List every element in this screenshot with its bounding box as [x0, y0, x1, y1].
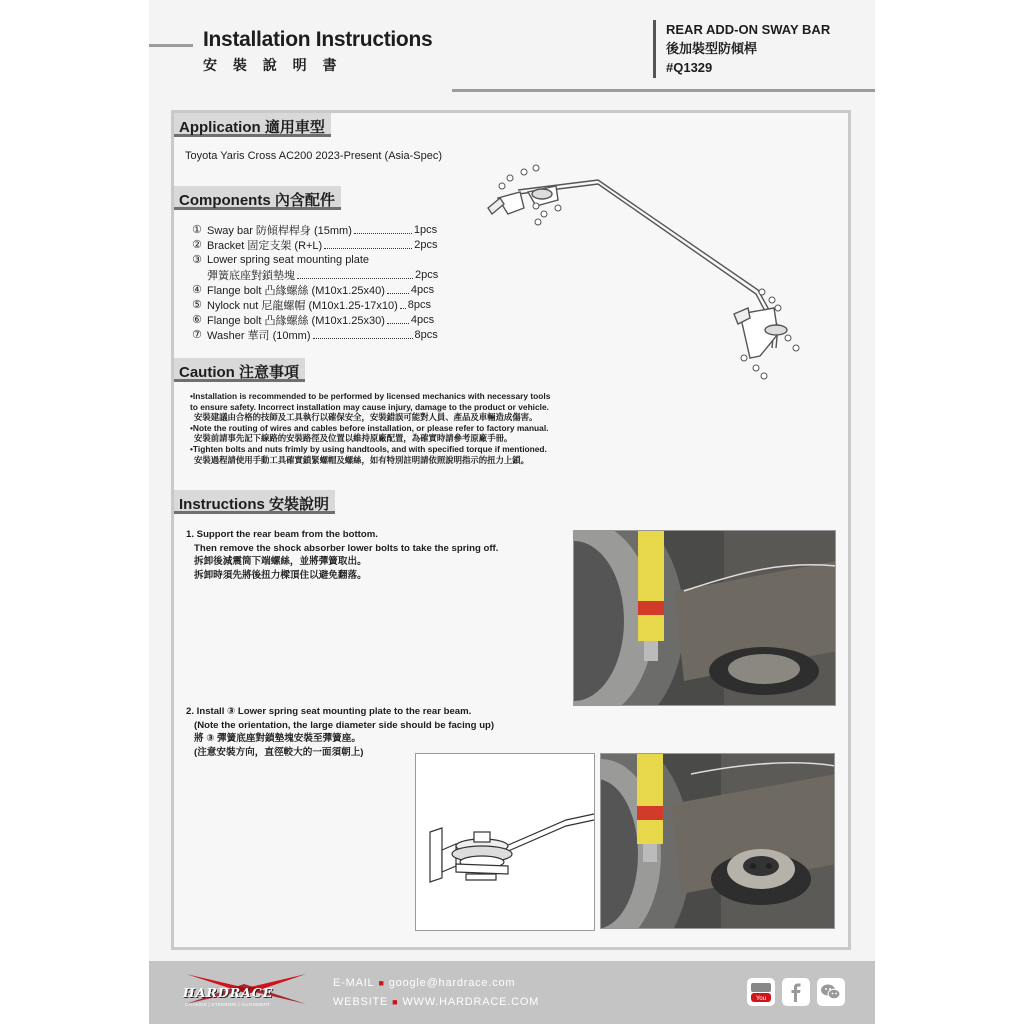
caution-line: to ensure safety. Incorrect installation may cause injury, damage to the product or vehicle. [190, 401, 549, 412]
component-number: ⑦ [192, 329, 202, 341]
caution-line: 安裝過程請使用手動工具確實鎖緊螺帽及螺絲，如有特別註明請依照說明指示的扭力上鎖。 [194, 454, 529, 465]
component-qty: 8pcs [407, 298, 431, 311]
sway-bar-illustration [478, 158, 818, 388]
page-subtitle: 安 裝 說 明 書 [203, 57, 343, 73]
website-link[interactable]: WWW.HARDRACE.COM [402, 996, 540, 1008]
components-heading: Components 內含配件 [174, 186, 341, 210]
component-number: ① [192, 224, 202, 236]
component-name: Sway bar 防傾桿桿身 (15mm) [207, 224, 352, 237]
caution-line: •Installation is recommended to be performed by licensed mechanics with necessary tools [190, 391, 551, 401]
caution-text [190, 391, 550, 465]
component-qty: 2pcs [415, 268, 439, 281]
facebook-icon[interactable] [782, 978, 810, 1006]
youtube-icon[interactable] [747, 978, 775, 1006]
component-qty: 1pcs [413, 223, 438, 236]
leader-dots [297, 271, 413, 279]
component-item [192, 312, 438, 327]
step-line: 拆卸時須先將後扭力樑頂住以避免翻落。 [194, 569, 367, 581]
header-divider [653, 20, 656, 78]
leader-dots [324, 241, 412, 249]
component-item [192, 267, 438, 282]
leader-dots [400, 301, 406, 309]
leader-dots [387, 316, 409, 324]
website-line [333, 996, 539, 1008]
caution-line: •Note the routing of wires and cables before installation, or please refer to factory manual. [190, 422, 549, 433]
step-line: Then remove the shock absorber lower bolts to take the spring off. [194, 542, 499, 554]
wechat-icon[interactable] [817, 978, 845, 1006]
header-rule-left [149, 44, 193, 47]
component-name: Flange bolt 凸緣螺絲 (M10x1.25x30) [207, 314, 385, 327]
email-link[interactable]: google@hardrace.com [388, 977, 516, 989]
caution-line: •Tighten bolts and nuts frimly by using handtools, and with specified torque if mentioned. [190, 443, 547, 454]
page-title: Installation Instructions [203, 28, 433, 51]
step-line: 2. Install ③ Lower spring seat mounting plate to the rear beam. [186, 706, 472, 717]
component-item [192, 252, 438, 267]
leader-dots [313, 331, 413, 339]
component-name: Nylock nut 尼龍螺帽 (M10x1.25-17x10) [207, 299, 398, 312]
component-qty: 2pcs [414, 238, 438, 251]
email-label: E-MAIL [333, 977, 375, 989]
component-item [192, 237, 438, 252]
component-item [192, 297, 438, 312]
application-heading: Application 適用車型 [174, 113, 331, 137]
component-qty: 4pcs [410, 283, 435, 296]
component-number: ⑤ [192, 299, 202, 311]
website-label: WEBSITE [333, 996, 389, 1008]
component-qty: 4pcs [410, 313, 435, 326]
header-rule-right [452, 89, 875, 92]
step-2-diagram [415, 753, 595, 931]
part-number: #Q1329 [666, 60, 713, 75]
caution-heading: Caution 注意事項 [174, 358, 305, 382]
svg-text:You: You [755, 996, 767, 1002]
step-line: 1. Support the rear beam from the bottom. [186, 529, 378, 540]
component-item [192, 327, 438, 342]
caution-line: 安裝建議由合格的技師及工具執行以確保安全，安裝錯誤可能對人員、產品及車輛造成傷害。 [194, 412, 538, 423]
component-name: 彈簧底座對鎖墊塊 [207, 269, 295, 282]
component-item [192, 282, 438, 297]
product-name: REAR ADD-ON SWAY BAR [666, 22, 831, 37]
component-number: ⑥ [192, 314, 202, 326]
leader-dots [354, 226, 412, 234]
leader-dots [387, 286, 409, 294]
bullet-square-icon: ■ [378, 978, 385, 988]
step-1-text [186, 528, 498, 582]
caution-line: 安裝前請事先記下線路的安裝路徑及位置以維持原廠配置，為確實時請參考原廠手冊。 [194, 433, 513, 444]
logo-tagline: CHASSIS | STEERING | ALIGNMENT [185, 1002, 271, 1007]
component-name: Bracket 固定支架 (R+L) [207, 239, 323, 252]
step-line: (Note the orientation, the large diameter side should be facing up) [194, 719, 495, 731]
component-item [192, 222, 438, 237]
component-number: ② [192, 239, 202, 251]
component-name: Lower spring seat mounting plate [207, 253, 370, 266]
step-line: 將 ③ 彈簧底座對鎖墊塊安裝至彈簧座。 [194, 733, 361, 744]
step-2-text [186, 705, 494, 759]
component-qty: 8pcs [414, 328, 438, 341]
component-name: Washer 華司 (10mm) [207, 329, 311, 342]
components-list [192, 222, 438, 342]
step-2-photo [600, 753, 835, 929]
component-number: ③ [192, 254, 202, 266]
product-info [666, 20, 830, 77]
component-number: ④ [192, 284, 202, 296]
step-line: (注意安裝方向，直徑較大的一面須朝上) [194, 746, 364, 758]
application-text: Toyota Yaris Cross AC200 2023-Present (Asia-Spec) [185, 150, 442, 162]
email-line [333, 977, 515, 989]
component-name: Flange bolt 凸緣螺絲 (M10x1.25x40) [207, 284, 385, 297]
step-1-photo [573, 530, 836, 706]
step-line: 拆卸後減震筒下端螺絲，並將彈簧取出。 [194, 556, 367, 567]
instructions-heading: Instructions 安裝說明 [174, 490, 335, 514]
bullet-square-icon: ■ [392, 997, 399, 1007]
logo-wordmark: HARDRACE [183, 985, 274, 1000]
product-name-zh: 後加裝型防傾桿 [666, 41, 758, 56]
